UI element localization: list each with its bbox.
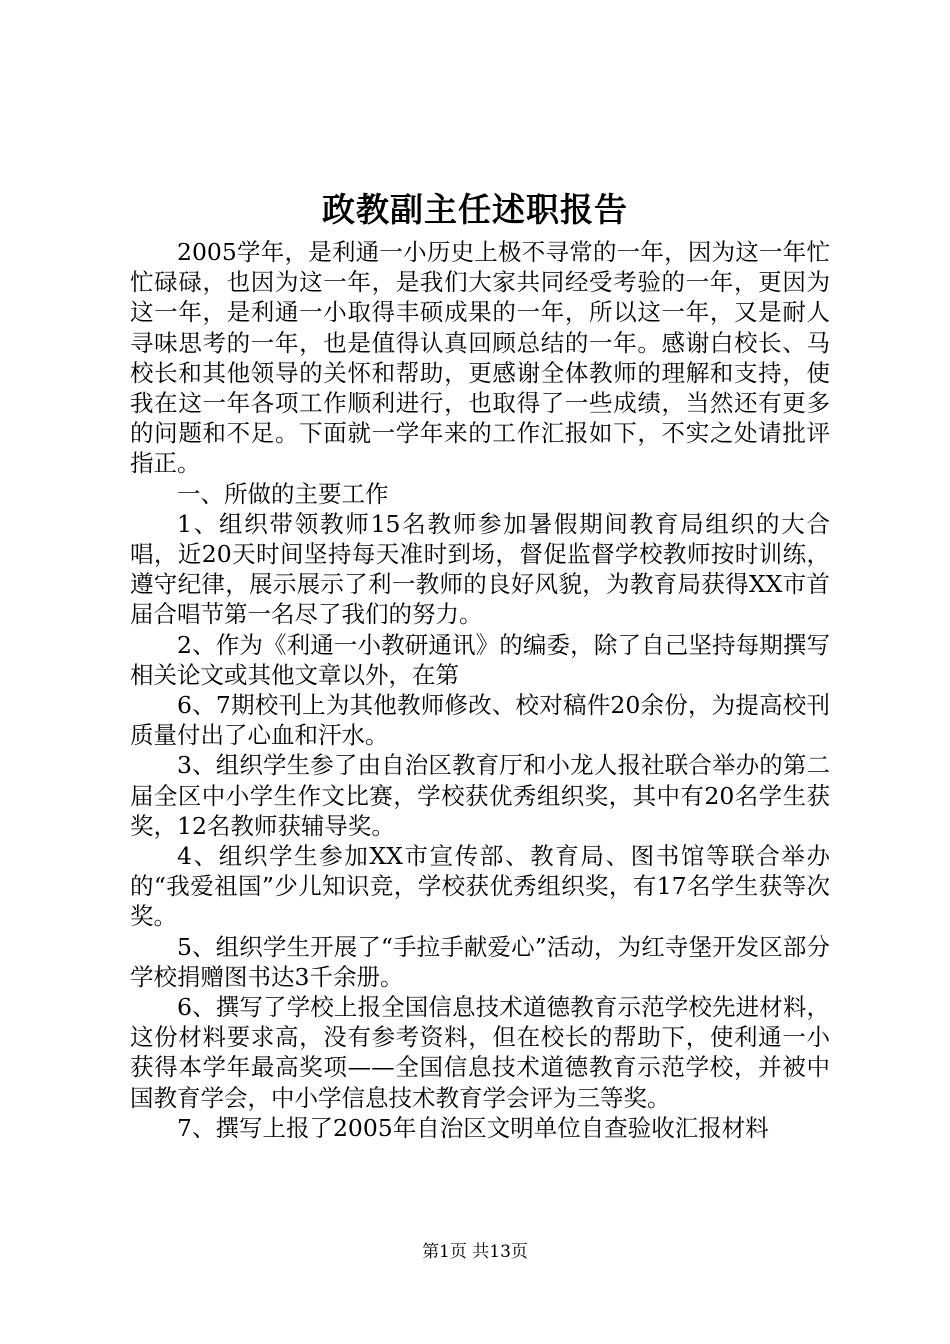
paragraph-intro: 2005学年，是利通一小历史上极不寻常的一年，因为这一年忙忙碌碌，也因为这一年，是我们大家共同经受考验的一年，更因为这一年，是利通一小取得丰硕成果的一年，所以这一年，又是耐人寻味思考的一年，也是值得认真回顾总结的一年。感谢白校长、马校长和其他领导的关怀和帮助，更感谢全体教师的理解和支持，使我在这一年各项工作顺利进行，也取得了一些成绩，当然还有更多的问题和不足。下面就一学年来的工作汇报如下，不实之处请批评指正。 — [130, 238, 830, 478]
paragraph-item-2: 2、作为《利通一小教研通讯》的编委，除了自己坚持每期撰写相关论文或其他文章以外，在第 — [130, 630, 830, 689]
paragraph-item-7: 7、撰写上报了2005年自治区文明单位自查验收汇报材料 — [177, 1113, 769, 1142]
paragraph-item-5: 5、组织学生开展了“手拉手献爱心”活动，为红寺堡开发区部分学校捐赠图书达3千余册。 — [130, 932, 830, 991]
document-body — [130, 237, 830, 1143]
paragraph-item-1: 1、组织带领教师15名教师参加暑假期间教育局组织的大合唱，近20天时间坚持每天准时到场，督促监督学校教师按时训练，遵守纪律，展示展示了利一教师的良好风貌，为教育局获得XX市首届合唱节第一名尽了我们的努力。 — [130, 509, 830, 629]
paragraph-item-4: 4、组织学生参加XX市宣传部、教育局、图书馆等联合举办的“我爱祖国”少儿知识竞，学校获优秀组织奖，有17名学生获等次奖。 — [130, 842, 830, 931]
document-title: 政教副主任述职报告 — [322, 190, 628, 229]
paragraph-item-2-continued: 6、7期校刊上为其他教师修改、校对稿件20余份，为提高校刊质量付出了心血和汗水。 — [130, 691, 830, 750]
section-heading: 一、所做的主要工作 — [177, 479, 389, 508]
paragraph-item-6: 6、撰写了学校上报全国信息技术道德教育示范学校先进材料，这份材料要求高，没有参考资料，但在校长的帮助下，使利通一小获得本学年最高奖项——全国信息技术道德教育示范学校，并被中国教育学会，中小学信息技术教育学会评为三等奖。 — [130, 993, 830, 1112]
page-number-footer: 第1页 共13页 — [422, 1242, 528, 1262]
paragraph-item-3: 3、组织学生参了由自治区教育厅和小龙人报社联合举办的第二届全区中小学生作文比赛，学校获优秀组织奖，其中有20名学生获奖，12名教师获辅导奖。 — [130, 751, 830, 840]
